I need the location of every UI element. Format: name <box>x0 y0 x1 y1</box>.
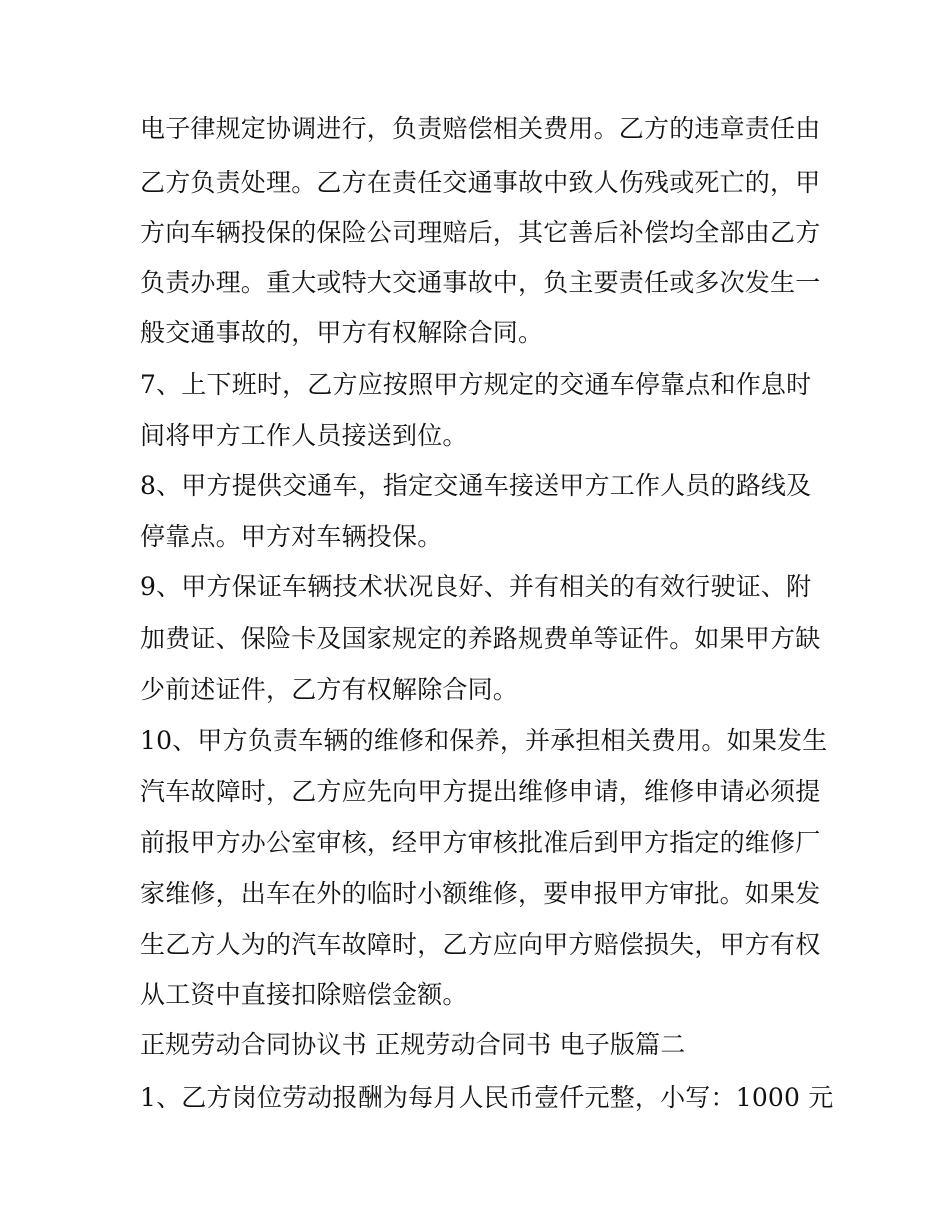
text-line: 间将甲方工作人员接送到位。 <box>140 421 468 450</box>
text-line: 负责办理。重大或特大交通事故中，负主要责任或多次发生一 <box>140 268 821 297</box>
text-line: 汽车故障时，乙方应先向甲方提出维修申请，维修申请必须提 <box>140 777 821 806</box>
text-line: 9、甲方保证车辆技术状况良好、并有相关的有效行驶证、附 <box>140 572 812 601</box>
text-line: 般交通事故的，甲方有权解除合同。 <box>140 318 544 347</box>
text-line: 生乙方人为的汽车故障时，乙方应向甲方赔偿损失，甲方有权 <box>140 930 821 959</box>
text-line: 7、上下班时，乙方应按照甲方规定的交通车停靠点和作息时 <box>140 370 812 399</box>
text-line: 加费证、保险卡及国家规定的养路规费单等证件。如果甲方缺 <box>140 624 821 653</box>
text-line: 1、乙方岗位劳动报酬为每月人民币壹仟元整，小写：1000 元 <box>140 1083 834 1112</box>
text-line: 从工资中直接扣除赔偿金额。 <box>140 980 468 1009</box>
text-line: 8、甲方提供交通车，指定交通车接送甲方工作人员的路线及 <box>140 471 812 500</box>
text-line: 乙方负责处理。乙方在责任交通事故中致人伤残或死亡的，甲 <box>140 168 821 197</box>
text-line: 家维修，出车在外的临时小额维修，要申报甲方审批。如果发 <box>140 879 821 908</box>
text-line: 方向车辆投保的保险公司理赔后，其它善后补偿均全部由乙方 <box>140 218 821 247</box>
text-line: 停靠点。甲方对车辆投保。 <box>140 522 443 551</box>
section-heading: 正规劳动合同协议书 正规劳动合同书 电子版篇二 <box>140 1030 686 1059</box>
text-line: 少前述证件，乙方有权解除合同。 <box>140 675 519 704</box>
text-line: 前报甲方办公室审核，经甲方审核批准后到甲方指定的维修厂 <box>140 828 821 857</box>
text-line: 电子律规定协调进行，负责赔偿相关费用。乙方的违章责任由 <box>140 114 821 143</box>
text-line: 10、甲方负责车辆的维修和保养，并承担相关费用。如果发生 <box>140 726 828 755</box>
